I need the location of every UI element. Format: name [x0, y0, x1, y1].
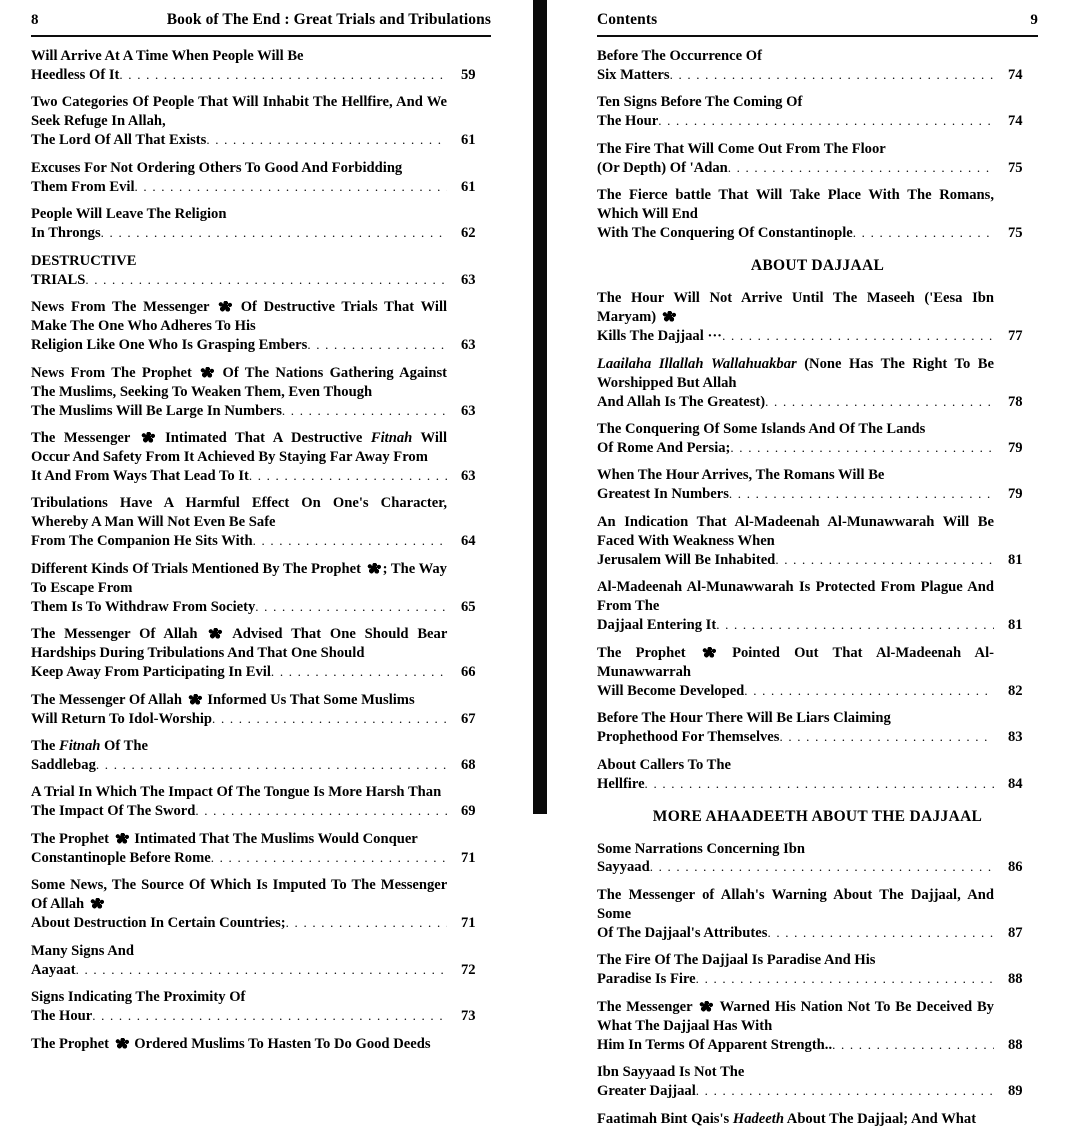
- salawat-icon: [200, 367, 214, 378]
- toc-entry-last-line: [597, 393, 994, 412]
- toc-entry-page-number: 74: [1008, 66, 1023, 83]
- toc-entry-page-number: 69: [461, 803, 476, 820]
- dot-leader: [101, 225, 447, 242]
- toc-entry-tail-text: Dajjaal Entering It: [597, 617, 717, 634]
- toc-entry-line: The Messenger Of Allah Informed Us That Some Muslims: [31, 691, 415, 708]
- toc-entry[interactable]: [31, 429, 491, 486]
- right-toc-list-bottom: [597, 840, 1038, 1129]
- toc-entry[interactable]: [597, 140, 1038, 178]
- italic-term: Fitnah: [58, 738, 101, 755]
- toc-entry-title: [31, 691, 447, 729]
- toc-entry-last-line: [31, 532, 447, 551]
- toc-entry[interactable]: [597, 998, 1038, 1055]
- toc-entry-last-line: [597, 66, 994, 85]
- toc-entry-tail-text: Him In Terms Of Apparent Strength..: [597, 1036, 833, 1053]
- toc-entry-last-line: [597, 551, 994, 570]
- toc-entry-line: An Indication That Al-Madeenah Al-Munawwarah Will Be Faced With Weakness When: [597, 513, 995, 549]
- toc-entry-tail-text: Them From Evil: [31, 178, 135, 195]
- dot-leader: [730, 440, 994, 457]
- toc-entry[interactable]: [597, 840, 1038, 878]
- toc-entry-last-line: [597, 924, 994, 943]
- toc-entry-title: [31, 93, 447, 150]
- toc-entry-title: [31, 988, 447, 1026]
- toc-entry-title: [31, 47, 447, 85]
- toc-entry[interactable]: [597, 186, 1038, 243]
- toc-entry-tail-text: Jerusalem Will Be Inhabited: [597, 551, 776, 568]
- dot-leader: [119, 67, 447, 84]
- toc-entry-title: [31, 737, 447, 775]
- toc-entry[interactable]: [31, 93, 491, 150]
- toc-entry[interactable]: [597, 886, 1038, 943]
- toc-entry-page-number: 83: [1008, 729, 1023, 746]
- dot-leader: [779, 729, 994, 746]
- toc-entry-title: The Prophet Ordered Muslims To Hasten To Do Good Deeds: [31, 1035, 431, 1052]
- salawat-icon: [218, 301, 232, 312]
- dot-leader: [253, 533, 447, 550]
- toc-entry-last-line: [31, 131, 447, 150]
- toc-entry-title: [597, 951, 994, 989]
- toc-entry-page-number: 63: [461, 402, 476, 419]
- toc-entry-last-line: [31, 598, 447, 617]
- toc-entry-page-number: 62: [461, 225, 476, 242]
- dot-leader: [744, 683, 994, 700]
- toc-entry[interactable]: [31, 942, 491, 980]
- toc-entry-line: Tribulations Have A Harmful Effect On One's Character, Whereby A Man Will Not Even Be Safe: [31, 495, 447, 531]
- toc-entry-line: The Messenger Of Allah Advised That One Should Bear Hardships During Tribulations And That One Should: [31, 626, 448, 662]
- toc-entry[interactable]: [597, 513, 1038, 570]
- toc-entry-line: The Messenger Warned His Nation Not To Be Deceived By What The Dajjaal Has With: [597, 998, 994, 1034]
- toc-entry-line: Some Narrations Concerning Ibn: [597, 840, 806, 857]
- dot-leader: [76, 962, 447, 979]
- toc-entry-title: [597, 466, 994, 504]
- toc-entry[interactable]: [31, 988, 491, 1026]
- toc-entry[interactable]: [597, 420, 1038, 458]
- toc-entry-tail-text: Of Rome And Persia;: [597, 440, 731, 456]
- toc-entry[interactable]: [31, 252, 491, 290]
- toc-entry-page-number: 86: [1008, 859, 1023, 876]
- toc-entry-tail-text: The Hour: [597, 113, 659, 130]
- dot-leader: [832, 1037, 994, 1054]
- toc-entry-tail-text: Paradise Is Fire: [597, 971, 696, 988]
- left-running-title: Book of The End : Great Trials and Tribulations: [166, 11, 491, 28]
- toc-entry-last-line: [31, 756, 447, 775]
- toc-entry-page-number: 88: [1008, 971, 1023, 988]
- toc-entry-tail-text: The Hour: [31, 1008, 93, 1025]
- toc-entry[interactable]: [597, 578, 1038, 635]
- toc-entry[interactable]: [597, 644, 1038, 701]
- toc-entry-title: [597, 140, 994, 178]
- toc-entry-title: [597, 886, 994, 943]
- toc-entry-title: [597, 513, 994, 570]
- toc-entry-last-line: [31, 467, 447, 486]
- dot-leader: [696, 971, 994, 988]
- right-toc-list-mid: [597, 289, 1038, 793]
- toc-entry-last-line: [31, 336, 447, 355]
- toc-entry-last-line: [597, 1036, 994, 1055]
- toc-entry-page-number: 67: [461, 710, 476, 727]
- toc-entry-page-number: 71: [461, 849, 476, 866]
- left-toc-list: [31, 47, 491, 1054]
- toc-entry-line: Ten Signs Before The Coming Of: [597, 94, 803, 111]
- left-page-folio: 8: [31, 12, 39, 28]
- toc-entry-tail-text: Greatest In Numbers: [597, 486, 729, 503]
- toc-entry-title: [597, 709, 994, 747]
- salawat-icon: [90, 898, 104, 909]
- toc-entry-tail-text: Aayaat: [31, 961, 76, 978]
- toc-entry-line: The Fire Of The Dajjaal Is Paradise And His: [597, 952, 876, 969]
- toc-entry-line: Before The Hour There Will Be Liars Claiming: [597, 710, 891, 727]
- dot-leader: [658, 113, 994, 130]
- toc-entry-line: A Trial In Which The Impact Of The Tongue Is More Harsh Than: [31, 784, 442, 801]
- toc-entry-last-line: [597, 485, 994, 504]
- toc-entry-title: [597, 998, 994, 1055]
- toc-entry-page-number: 89: [1008, 1083, 1023, 1100]
- toc-entry-tail-text: Heedless Of It: [31, 66, 120, 83]
- salawat-icon: [115, 1038, 129, 1049]
- salawat-icon: [208, 628, 222, 639]
- toc-entry-title: [597, 420, 994, 458]
- left-header-rule: [31, 35, 491, 37]
- toc-entry-last-line: [597, 858, 994, 877]
- toc-entry-title: Faatimah Bint Qais's Hadeeth About The Dajjaal; And What: [597, 1110, 977, 1127]
- toc-entry[interactable]: [31, 298, 491, 355]
- toc-entry-tail-text: In Throngs: [31, 225, 101, 242]
- toc-entry-page-number: 63: [461, 337, 476, 354]
- toc-entry-last-line: [597, 159, 994, 178]
- dot-leader: [195, 803, 447, 820]
- dot-leader: [286, 915, 447, 932]
- toc-entry-title: [597, 840, 994, 878]
- toc-entry-page-number: 63: [461, 467, 476, 484]
- toc-entry-page-number: 65: [461, 598, 476, 615]
- right-page: [547, 0, 1080, 1127]
- right-running-title: Contents: [597, 11, 658, 28]
- right-header-rule: [597, 35, 1038, 37]
- toc-entry-tail-text: Religion Like One Who Is Grasping Embers: [31, 337, 308, 354]
- toc-entry-tail-text: With The Conquering Of Constantinople: [597, 225, 853, 242]
- dot-leader: [212, 711, 447, 728]
- toc-entry-title: [31, 364, 447, 421]
- dot-leader: [96, 757, 447, 774]
- toc-entry-page-number: 77: [1008, 328, 1023, 345]
- toc-entry[interactable]: [31, 159, 491, 197]
- dot-leader: [211, 850, 447, 867]
- toc-entry-title: [31, 783, 447, 821]
- toc-entry-last-line: [597, 970, 994, 989]
- toc-entry-line: News From The Messenger Of Destructive Trials That Will Make The One Who Adheres To His: [31, 299, 448, 335]
- toc-entry-tail-text: Sayyaad: [597, 859, 650, 876]
- dot-leader: [645, 776, 994, 793]
- toc-entry-title: [597, 186, 994, 243]
- toc-entry-page-number: 87: [1008, 924, 1023, 941]
- toc-entry-page-number: 72: [461, 961, 476, 978]
- toc-entry-page-number: 61: [461, 178, 476, 195]
- toc-entry[interactable]: [597, 1110, 1038, 1129]
- toc-entry-last-line: [31, 224, 447, 243]
- toc-entry-title: [597, 578, 994, 635]
- toc-entry-line: The Prophet Intimated That The Muslims Would Conquer: [31, 830, 418, 847]
- dot-leader: [765, 394, 994, 411]
- toc-entry-line: Different Kinds Of Trials Mentioned By The Prophet ; The Way To Escape From: [31, 560, 447, 596]
- dot-leader: [716, 617, 994, 634]
- toc-entry-title: [31, 429, 447, 486]
- dot-leader: [255, 599, 447, 616]
- toc-entry-line: The Hour Will Not Arrive Until The Maseeh ('Eesa Ibn Maryam): [597, 290, 994, 326]
- toc-entry-last-line: [31, 961, 447, 980]
- toc-entry-line: Some News, The Source Of Which Is Imputed To The Messenger Of Allah: [31, 877, 447, 913]
- dot-leader: [206, 132, 447, 149]
- toc-entry-tail-text: Hellfire: [597, 775, 645, 792]
- toc-entry[interactable]: [597, 355, 1038, 412]
- dot-leader: [775, 552, 994, 569]
- italic-term: Wallahuakbar: [710, 355, 797, 372]
- toc-entry[interactable]: [31, 1035, 491, 1054]
- toc-entry-tail-text: Constantinople Before Rome: [31, 849, 211, 866]
- toc-entry-tail-text: It And From Ways That Lead To It: [31, 467, 249, 484]
- toc-entry-last-line: [31, 271, 447, 290]
- toc-entry-tail-text: (Or Depth) Of 'Adan: [597, 159, 728, 176]
- toc-entry-last-line: [31, 802, 447, 821]
- toc-entry-last-line: [31, 402, 447, 421]
- toc-entry-last-line: [31, 178, 447, 197]
- toc-entry-title: [31, 494, 447, 551]
- toc-entry-page-number: 75: [1008, 159, 1023, 176]
- toc-entry-tail-text: Six Matters: [597, 66, 670, 83]
- toc-entry-title: [597, 93, 994, 131]
- toc-entry-tail-text: Will Become Developed: [597, 682, 745, 699]
- toc-entry-page-number: 68: [461, 757, 476, 773]
- toc-entry-line: The Fitnah Of The: [31, 738, 148, 755]
- toc-entry-line: The Fierce battle That Will Take Place With The Romans, Which Will End: [597, 187, 994, 223]
- toc-entry-page-number: 79: [1008, 486, 1023, 503]
- dot-leader: [728, 160, 994, 177]
- toc-entry[interactable]: [597, 466, 1038, 504]
- toc-entry-title: [31, 252, 447, 290]
- toc-entry-tail-text: Them Is To Withdraw From Society: [31, 598, 256, 615]
- toc-entry-title: [597, 47, 994, 85]
- toc-entry-title: [31, 625, 447, 682]
- right-running-head: [597, 11, 1038, 33]
- toc-entry-line: Will Arrive At A Time When People Will Be: [31, 48, 304, 64]
- toc-entry-last-line: [31, 66, 447, 85]
- toc-entry-page-number: 66: [461, 664, 476, 681]
- toc-entry-line: Laailaha Illallah Wallahuakbar (None Has The Right To Be Worshipped But Allah: [597, 355, 994, 391]
- toc-entry-tail-text: TRIALS: [31, 271, 86, 288]
- toc-entry-tail-text: From The Companion He Sits With: [31, 533, 253, 550]
- toc-entry-page-number: 61: [461, 132, 476, 149]
- toc-entry-last-line: [31, 849, 447, 868]
- toc-entry-line: About Callers To The: [597, 756, 731, 773]
- toc-entry[interactable]: [31, 737, 491, 775]
- toc-entry[interactable]: [597, 1063, 1038, 1101]
- salawat-icon: [702, 647, 716, 658]
- salawat-icon: [188, 694, 202, 705]
- dot-leader: [650, 859, 994, 876]
- dot-leader: [670, 67, 994, 84]
- toc-entry-tail-text: The Lord Of All That Exists: [31, 132, 207, 149]
- toc-entry[interactable]: [597, 289, 1038, 346]
- toc-entry[interactable]: [31, 560, 491, 617]
- left-page: [0, 0, 533, 1052]
- toc-entry-page-number: 81: [1008, 551, 1023, 568]
- toc-entry[interactable]: [31, 364, 491, 421]
- toc-entry[interactable]: [31, 783, 491, 821]
- toc-entry-line: People Will Leave The Religion: [31, 206, 227, 223]
- toc-entry-line: Excuses For Not Ordering Others To Good And Forbidding: [31, 159, 403, 176]
- toc-entry-line: The Messenger of Allah's Warning About The Dajjaal, And Some: [597, 886, 995, 922]
- left-running-head: [31, 11, 491, 33]
- toc-entry-title: [597, 756, 994, 794]
- toc-entry-tail-text: The Impact Of The Sword: [31, 803, 196, 820]
- salawat-icon: [141, 432, 155, 443]
- dot-leader: [271, 664, 447, 681]
- toc-entry-tail-text: About Destruction In Certain Countries;: [31, 915, 286, 932]
- toc-entry-page-number: 88: [1008, 1036, 1023, 1053]
- toc-entry-title: [31, 830, 447, 868]
- section-heading-about-dajjaal: ABOUT DAJJAAL: [750, 257, 885, 275]
- toc-entry-page-number: 64: [461, 533, 476, 550]
- book-gutter-shadow: [533, 0, 547, 814]
- dot-leader: [282, 403, 447, 420]
- dot-leader: [729, 486, 994, 503]
- toc-entry-line: Signs Indicating The Proximity Of: [31, 989, 246, 1006]
- italic-term: Laailaha: [597, 355, 652, 372]
- dot-leader: [696, 1083, 994, 1100]
- toc-entry-title: [31, 876, 447, 933]
- toc-entry-title: [597, 1063, 994, 1101]
- toc-entry-last-line: [31, 1007, 447, 1026]
- toc-entry-title: [31, 560, 447, 617]
- toc-entry[interactable]: [597, 47, 1038, 85]
- dot-leader: [85, 272, 447, 289]
- toc-entry-line: The Prophet Pointed Out That Al-Madeenah Al-Munawwarrah: [597, 644, 995, 680]
- toc-entry-tail-text: Keep Away From Participating In Evil: [31, 664, 271, 681]
- toc-entry-title: [31, 159, 447, 197]
- toc-entry-last-line: [597, 327, 994, 346]
- toc-entry-last-line: [597, 1082, 994, 1101]
- toc-entry-page-number: 81: [1008, 617, 1023, 634]
- toc-entry-title: [31, 298, 447, 355]
- toc-entry-tail-text: Of The Dajjaal's Attributes: [597, 924, 768, 941]
- toc-entry-page-number: 74: [1008, 113, 1023, 130]
- toc-entry-tail-text: Greater Dajjaal: [597, 1083, 696, 1100]
- toc-entry[interactable]: [597, 951, 1038, 989]
- dot-leader: [853, 225, 994, 242]
- toc-entry-last-line: [597, 682, 994, 701]
- toc-entry-tail-text: Prophethood For Themselves: [597, 729, 780, 746]
- toc-entry-title: [597, 355, 994, 412]
- toc-entry[interactable]: [597, 93, 1038, 131]
- dot-leader: [307, 337, 447, 354]
- toc-entry-line: Two Categories Of People That Will Inhabit The Hellfire, And We Seek Refuge In Allah,: [31, 94, 448, 130]
- toc-entry-line: The Fire That Will Come Out From The Floor: [597, 140, 886, 157]
- toc-entry-last-line: [597, 224, 994, 243]
- toc-entry[interactable]: [31, 205, 491, 243]
- toc-entry-page-number: 79: [1008, 440, 1023, 456]
- toc-entry[interactable]: [31, 691, 491, 729]
- dot-leader: [92, 1008, 447, 1025]
- dot-leader: [722, 328, 994, 345]
- toc-entry-last-line: [31, 914, 447, 933]
- toc-entry[interactable]: [31, 876, 491, 933]
- toc-entry-tail-text: Kills The Dajjaal ···: [597, 328, 723, 345]
- toc-entry-title: [31, 205, 447, 243]
- toc-entry-title: [597, 289, 994, 346]
- toc-entry[interactable]: [31, 494, 491, 551]
- dot-leader: [135, 179, 447, 196]
- toc-entry-tail-text: The Muslims Will Be Large In Numbers: [31, 402, 282, 419]
- toc-entry-line: The Messenger Intimated That A Destructive Fitnah Will Occur And Safety From It Achieved By Staying Far Away From: [31, 429, 448, 465]
- toc-entry-line: When The Hour Arrives, The Romans Will Be: [597, 467, 885, 484]
- toc-entry-page-number: 63: [461, 271, 476, 288]
- toc-entry-line: DESTRUCTIVE: [31, 252, 137, 269]
- toc-entry-line: The Conquering Of Some Islands And Of The Lands: [597, 421, 926, 438]
- toc-entry-page-number: 84: [1008, 775, 1023, 792]
- toc-entry-tail-text: And Allah Is The Greatest): [597, 393, 766, 410]
- toc-entry-last-line: [31, 710, 447, 729]
- toc-entry-page-number: 82: [1008, 682, 1023, 699]
- toc-entry-last-line: [597, 728, 994, 747]
- salawat-icon: [115, 833, 129, 844]
- toc-entry-page-number: 75: [1008, 225, 1023, 242]
- italic-term: Hadeeth: [732, 1110, 784, 1127]
- toc-entry[interactable]: [31, 830, 491, 868]
- italic-term: Fitnah: [370, 429, 413, 446]
- toc-entry[interactable]: [31, 625, 491, 682]
- toc-entry-tail-text: Saddlebag: [31, 757, 96, 773]
- toc-entry[interactable]: [597, 709, 1038, 747]
- toc-entry-line: Before The Occurrence Of: [597, 48, 762, 64]
- salawat-icon: [367, 563, 381, 574]
- toc-entry-title: [597, 644, 994, 701]
- toc-entry-last-line: [31, 663, 447, 682]
- toc-entry-line: Ibn Sayyaad Is Not The: [597, 1064, 745, 1081]
- toc-entry-title: [31, 942, 447, 980]
- toc-entry-last-line: [597, 616, 994, 635]
- salawat-icon: [662, 311, 676, 322]
- toc-entry-line: News From The Prophet Of The Nations Gathering Against The Muslims, Seeking To Weaken Them, Even Though: [31, 364, 447, 400]
- toc-entry[interactable]: [31, 47, 491, 85]
- toc-entry-page-number: 73: [461, 1008, 476, 1025]
- toc-entry-page-number: 71: [461, 915, 476, 932]
- toc-entry-tail-text: Will Return To Idol-Worship: [31, 710, 213, 727]
- toc-entry[interactable]: [597, 756, 1038, 794]
- toc-entry-page-number: 59: [461, 66, 476, 83]
- right-page-folio: 9: [1030, 12, 1038, 28]
- toc-entry-last-line: [597, 112, 994, 131]
- toc-entry-line: Many Signs And: [31, 942, 135, 959]
- right-toc-list-top: [597, 47, 1038, 243]
- toc-entry-last-line: [597, 775, 994, 794]
- toc-entry-page-number: 78: [1008, 393, 1023, 410]
- italic-term: Illallah: [658, 355, 704, 372]
- dot-leader: [249, 468, 447, 485]
- toc-entry-line: Al-Madeenah Al-Munawwarah Is Protected From Plague And From The: [597, 579, 995, 615]
- salawat-icon: [699, 1001, 713, 1012]
- section-heading-more-ahaadeeth: MORE AHAADEETH ABOUT THE DAJJAAL: [652, 807, 983, 825]
- toc-entry-last-line: [597, 439, 994, 458]
- dot-leader: [767, 925, 994, 942]
